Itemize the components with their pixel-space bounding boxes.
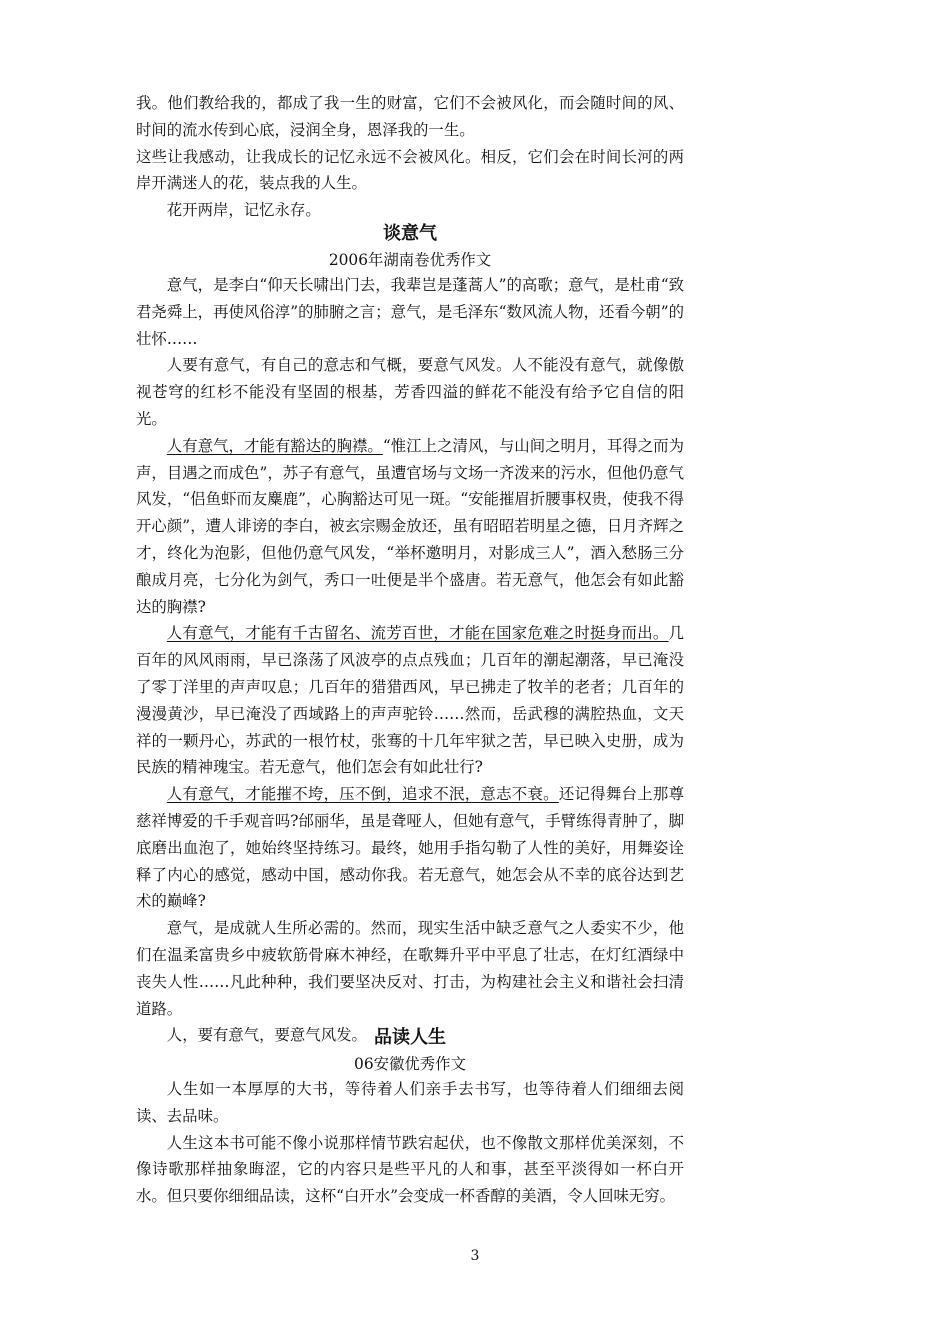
essay-section <box>136 1024 684 1210</box>
paragraph: 意气，是李白“仰天长啸出门去，我辈岂是蓬蒿人”的高歌；意气，是杜甫“致君尧舜上，再使风俗淳”的肺腑之言；意气，是毛泽东“数风流人物，还看今朝”的壮怀…… <box>136 276 684 348</box>
essay-title: 谈意气 <box>383 223 437 244</box>
essay-subtitle: 06安徽优秀作文 <box>354 1055 466 1073</box>
paragraph: 人，要有意气，要意气风发。 <box>166 1026 367 1045</box>
paragraph <box>136 781 684 915</box>
paragraph: 我。他们教给我的，都成了我一生的财富，它们不会被风化，而会随时间的风、时间的流水传到心底，浸润全身，恩泽我的一生。 <box>136 94 684 139</box>
paragraph: 这些让我感动，让我成长的记忆永远不会被风化。相反，它们会在时间长河的两岸开满迷人的花，装点我的人生。 <box>136 147 684 193</box>
topic-sentence: 人有意气，才能有千古留名、流芳百世，才能在国家危难之时挺身而出。 <box>166 624 669 643</box>
paragraph-body: 还记得舞台上那尊慈祥博爱的千手观音吗?邰丽华，虽是聋哑人，但她有意气，手臂练得青肿了，脚底磨出血泡了，她始终坚持练习。最终，她用手指勾勒了人性的美好，用舞姿诠释了内心的感觉，感动中国，感动你我。若无意气，她怎会从不幸的底谷达到艺术的巅峰? <box>136 785 684 911</box>
paragraph: 花开两岸，记忆永存。 <box>166 201 321 220</box>
paragraph: 人要有意气，有自己的意志和气概，要意气风发。人不能没有意气，就像傲视苍穹的红杉不能没有坚固的根基，芳香四溢的鲜花不能没有给予它自信的阳光。 <box>136 356 684 428</box>
essay-title: 品读人生 <box>374 1027 446 1048</box>
paragraph: 人生如一本厚厚的大书，等待着人们亲手去书写，也等待着人们细细去阅读、去品味。 <box>136 1080 684 1125</box>
paragraph: 意气，是成就人生所必需的。然而，现实生活中缺乏意气之人委实不少，他们在温柔富贵乡中疲软筋骨麻木神经，在歌舞升平中平息了壮志，在灯红酒绿中丧失人性……凡此种种，我们要坚决反对、打击，为构建社会主义和谐社会扫清道路。 <box>136 919 684 1018</box>
topic-sentence: 人有意气，才能摧不垮，压不倒，追求不泯，意志不衰。 <box>166 785 559 804</box>
page-number: 3 <box>470 1248 480 1264</box>
paragraph: 人生这本书可能不像小说那样情节跌宕起伏，也不像散文那样优美深刻，不像诗歌那样抽象晦涩，它的内容只是些平凡的人和事，甚至平淡得如一杯白开水。但只要你细细品读，这杯“白开水”会变成一杯香醇的美酒，令人回味无穷。 <box>136 1133 684 1206</box>
paragraph-body: “惟江上之清风，与山间之明月，耳得之而为声，目遇之而成色”，苏子有意气，虽遭官场与文场一齐泼来的污水，但他仍意气风发，“侣鱼虾而友麋鹿”，心胸豁达可见一斑。“安能摧眉折腰事权贵，使我不得开心颜”，遭人诽谤的李白，被玄宗赐金放还，虽有昭昭若明星之德，日月齐辉之才，终化为泡影，但他仍意气风发，“举杯邀明月，对影成三人”，酒入愁肠三分酿成月亮，七分化为剑气，秀口一吐便是半个盛唐。若无意气，他怎会有如此豁达的胸襟? <box>136 436 684 616</box>
previous-essay-ending <box>136 90 684 224</box>
paragraph <box>136 620 684 781</box>
paragraph-body: 几百年的风风雨雨，早已涤荡了风波亭的点点残血；几百年的潮起潮落，早已淹没了零丁洋里的声声叹息；几百年的猎猎西风，早已拂走了牧羊的老者；几百年的漫漫黄沙，早已淹没了西域路上的声声驼铃……然而，岳武穆的满腔热血，文天祥的一颗丹心，苏武的一根竹杖，张骞的十几年牢狱之苦，早已映入史册，成为民族的精神瑰宝。若无意气，他们怎会有如此壮行? <box>136 624 684 777</box>
essay-section <box>136 220 684 1049</box>
paragraph <box>136 433 684 621</box>
topic-sentence: 人有意气，才能有豁达的胸襟。 <box>166 436 383 455</box>
essay-subtitle: 2006年湖南卷优秀作文 <box>328 251 492 269</box>
